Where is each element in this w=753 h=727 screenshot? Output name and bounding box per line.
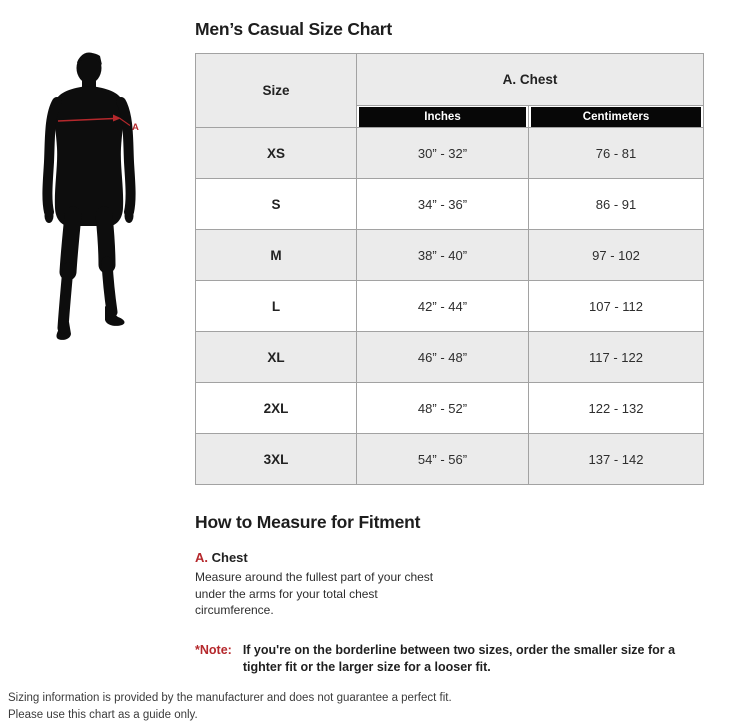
table-row-s (196, 179, 704, 230)
table-row-xl (196, 332, 704, 383)
inches-value: 46” - 48” (357, 332, 529, 383)
note-label: *Note: (195, 643, 232, 657)
centimeters-value: 86 - 91 (529, 179, 704, 230)
size-label: XL (196, 332, 357, 383)
inches-value: 48” - 52” (357, 383, 529, 434)
how-to-measure-section (195, 512, 525, 619)
table-row-xs (196, 128, 704, 179)
measurement-letter: A. (195, 550, 208, 565)
chest-marker-label: A (132, 122, 139, 133)
table-row-l (196, 281, 704, 332)
size-chart-table (195, 53, 704, 485)
centimeters-value: 76 - 81 (529, 128, 704, 179)
table-row-m (196, 230, 704, 281)
column-header-chest: A. Chest (357, 54, 704, 106)
size-label: M (196, 230, 357, 281)
footer-line-2: Please use this chart as a guide only. (8, 708, 198, 721)
measurement-title (195, 550, 525, 565)
size-label: 3XL (196, 434, 357, 485)
column-header-size: Size (196, 54, 357, 128)
footer-line-1: Sizing information is provided by the manufacturer and does not guarantee a perfect fit. (8, 692, 452, 704)
section-heading: How to Measure for Fitment (195, 512, 421, 532)
size-label: L (196, 281, 357, 332)
table-row-3xl (196, 434, 704, 485)
centimeters-value: 117 - 122 (529, 332, 704, 383)
centimeters-value: 137 - 142 (529, 434, 704, 485)
centimeters-value: 122 - 132 (529, 383, 704, 434)
column-header-inches: Inches (357, 106, 529, 128)
inches-value: 30” - 32” (357, 128, 529, 179)
column-header-centimeters: Centimeters (529, 106, 704, 128)
measurement-name: Chest (211, 550, 248, 565)
page-title: Men’s Casual Size Chart (195, 19, 393, 39)
size-label: XS (196, 128, 357, 179)
measurement-description: Measure around the fullest part of your chest under the arms for your total chest circumference. (195, 570, 434, 617)
size-label: S (196, 179, 357, 230)
table-row-2xl (196, 383, 704, 434)
measurement-figure (40, 50, 140, 342)
size-label: 2XL (196, 383, 357, 434)
centimeters-value: 97 - 102 (529, 230, 704, 281)
centimeters-value: 107 - 112 (529, 281, 704, 332)
inches-value: 42” - 44” (357, 281, 529, 332)
measurement-item-chest (195, 550, 525, 619)
note-text: If you're on the borderline between two sizes, order the smaller size for a tighter fit or the larger size for a looser fit. (242, 643, 676, 674)
footer-disclaimer (8, 690, 452, 723)
inches-value: 54” - 56” (357, 434, 529, 485)
sizing-note (195, 642, 710, 676)
inches-value: 34” - 36” (357, 179, 529, 230)
inches-value: 38” - 40” (357, 230, 529, 281)
male-silhouette-icon (40, 50, 140, 342)
